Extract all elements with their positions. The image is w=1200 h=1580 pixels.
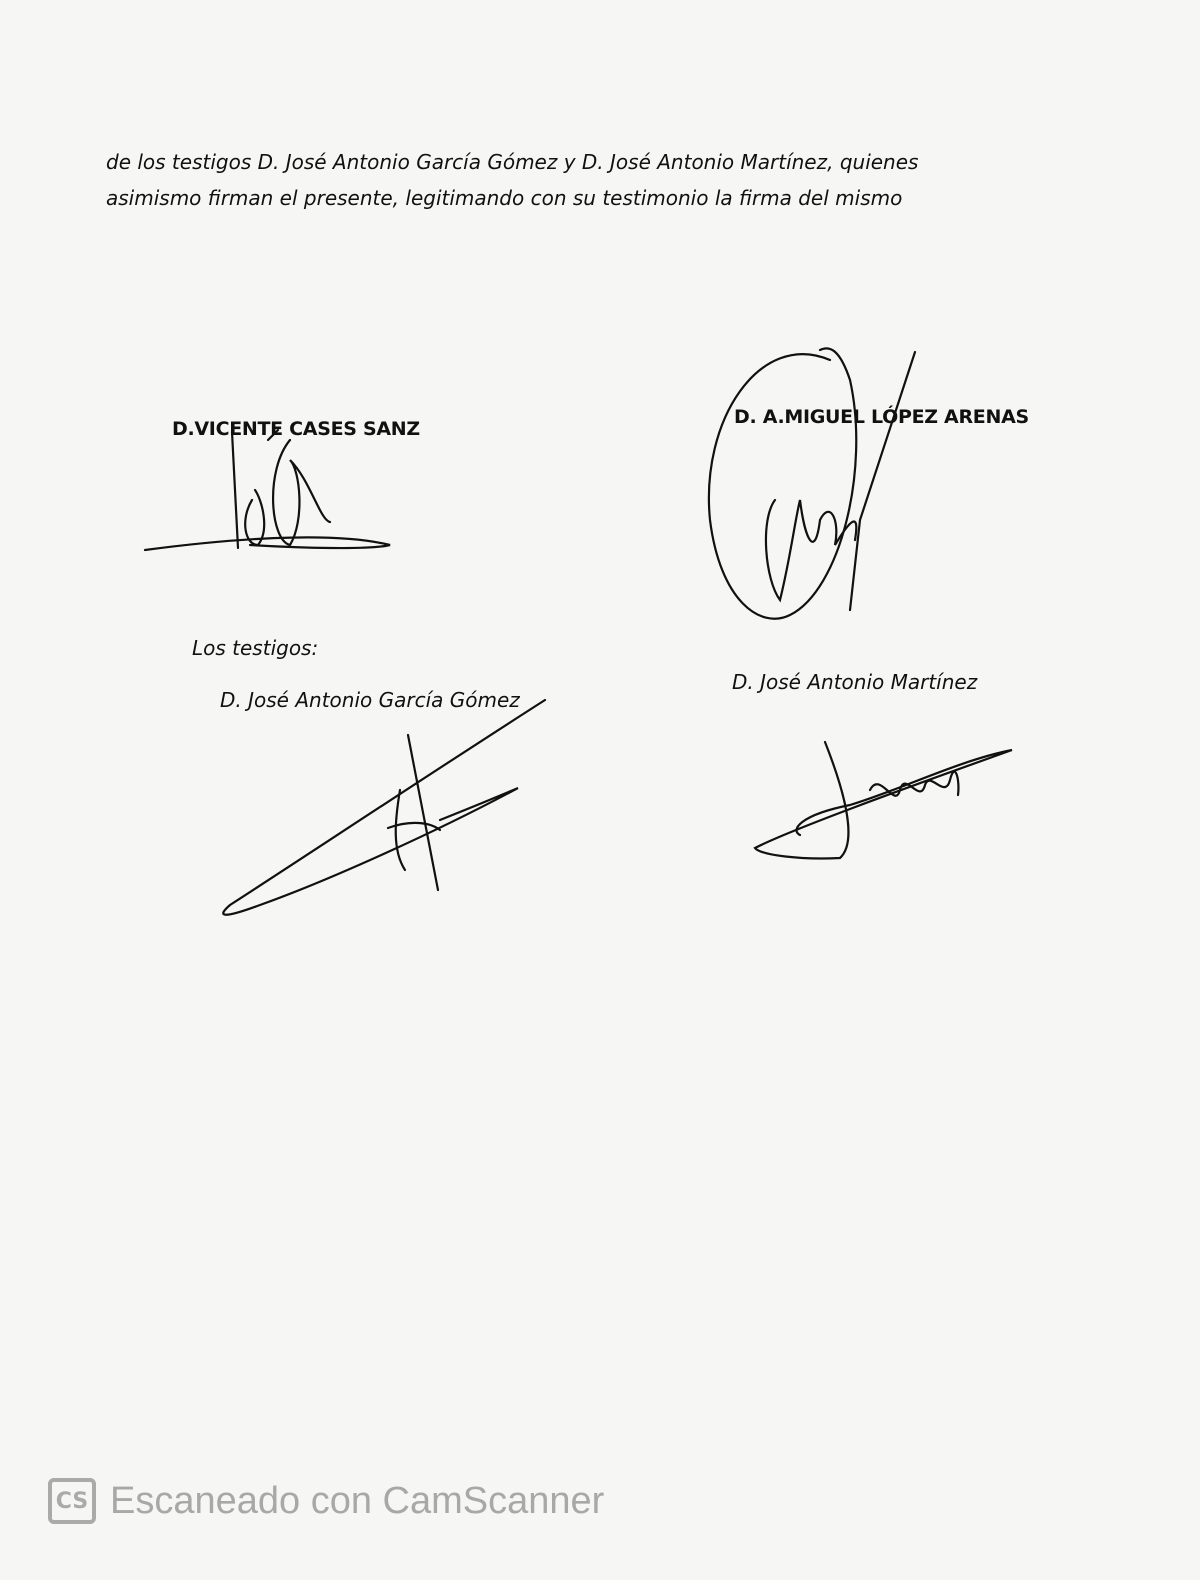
body-text-line-1: de los testigos D. José Antonio García Gómez y D. José Antonio Martínez, quienes [106,150,919,174]
signature-martinez [755,742,1012,858]
body-text-line-2: asimismo firman el presente, legitimando con su testimonio la firma del mismo [106,186,903,210]
witnesses-heading: Los testigos: [192,636,319,660]
witness-name-left: D. José Antonio García Gómez [220,688,520,712]
camscanner-watermark [48,1478,604,1524]
signatory-name-left: D.VICENTE CASES SANZ [172,418,420,440]
signature-garcia-gomez [223,700,545,915]
witness-name-right: D. José Antonio Martínez [732,670,978,694]
signature-miguel-lopez [709,348,915,618]
camscanner-logo-icon: CS [48,1478,96,1524]
watermark-text: Escaneado con CamScanner [110,1479,605,1522]
signature-vicente-cases [145,430,390,550]
signatory-name-right: D. A.MIGUEL LÓPEZ ARENAS [734,406,1029,428]
